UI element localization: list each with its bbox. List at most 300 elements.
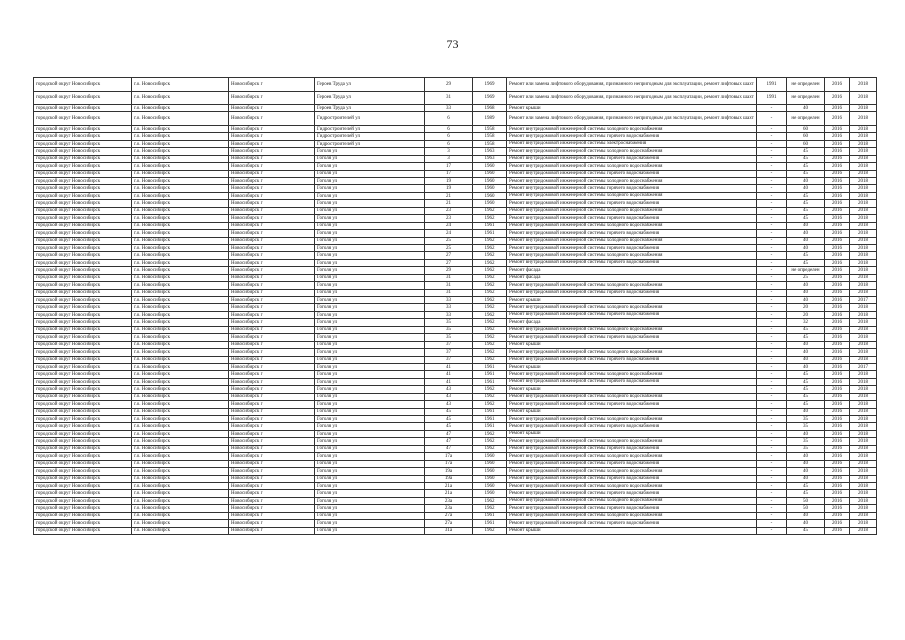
cell-settlement: г.о. Новосибирск [132, 378, 229, 385]
cell-street: Гоголя ул [315, 349, 425, 356]
cell-street: Гоголя ул [315, 282, 425, 289]
cell-locality: Новосибирск г [229, 527, 315, 534]
cell-settlement: г.о. Новосибирск [132, 230, 229, 237]
cell-settlement: г.о. Новосибирск [132, 215, 229, 222]
cell-start-year: 2016 [825, 215, 850, 222]
table-row [34, 482, 877, 489]
cell-settlement: г.о. Новосибирск [132, 505, 229, 512]
cell-cost: 45 [787, 527, 825, 534]
cell-house-number: 3 [425, 148, 473, 155]
cell-work-type: Ремонт внутридомовой инженерной системы горячего водоснабжения [507, 460, 757, 467]
cell-municipality: городской округ Новосибирск [34, 230, 132, 237]
cell-house-number: 25 [425, 244, 473, 251]
cell-lift-year: - [757, 423, 787, 430]
cell-street: Гоголя ул [315, 527, 425, 534]
cell-start-year: 2016 [825, 163, 850, 170]
cell-house-number: 27 [425, 252, 473, 259]
cell-start-year: 2016 [825, 438, 850, 445]
cell-start-year: 2016 [825, 326, 850, 333]
cell-street: Гоголя ул [315, 178, 425, 185]
cell-work-type: Ремонт внутридомовой инженерной системы горячего водоснабжения [507, 445, 757, 452]
cell-end-year: 2018 [850, 178, 877, 185]
table-row [34, 386, 877, 393]
table-row [34, 430, 877, 437]
cell-settlement: г.о. Новосибирск [132, 468, 229, 475]
cell-work-type: Ремонт внутридомовой инженерной системы горячего водоснабжения [507, 200, 757, 207]
cell-municipality: городской округ Новосибирск [34, 453, 132, 460]
cell-house-number: 45 [425, 416, 473, 423]
cell-settlement: г.о. Новосибирск [132, 163, 229, 170]
cell-municipality: городской округ Новосибирск [34, 192, 132, 199]
cell-cost: 40 [787, 356, 825, 363]
cell-work-type: Ремонт внутридомовой инженерной системы горячего водоснабжения [507, 215, 757, 222]
cell-locality: Новосибирск г [229, 170, 315, 177]
cell-municipality: городской округ Новосибирск [34, 311, 132, 318]
cell-street: Гидростроителей ул [315, 140, 425, 147]
table-row [34, 468, 877, 475]
cell-municipality: городской округ Новосибирск [34, 297, 132, 304]
cell-lift-year: - [757, 105, 787, 112]
cell-work-type: Ремонт внутридомовой инженерной системы горячего водоснабжения [507, 401, 757, 408]
cell-work-type: Ремонт фасада [507, 267, 757, 274]
cell-start-year: 2016 [825, 386, 850, 393]
table-row [34, 297, 877, 304]
cell-street: Гоголя ул [315, 512, 425, 519]
cell-locality: Новосибирск г [229, 311, 315, 318]
cell-settlement: г.о. Новосибирск [132, 520, 229, 527]
cell-end-year: 2018 [850, 438, 877, 445]
cell-build-year: 1960 [473, 185, 507, 192]
cell-house-number: 45 [425, 408, 473, 415]
cell-street: Гоголя ул [315, 341, 425, 348]
cell-municipality: городской округ Новосибирск [34, 259, 132, 266]
cell-settlement: г.о. Новосибирск [132, 222, 229, 229]
cell-locality: Новосибирск г [229, 371, 315, 378]
cell-start-year: 2016 [825, 349, 850, 356]
cell-lift-year: 1991 [757, 78, 787, 92]
table-row [34, 505, 877, 512]
cell-start-year: 2016 [825, 267, 850, 274]
cell-locality: Новосибирск г [229, 363, 315, 370]
table-row [34, 259, 877, 266]
cell-settlement: г.о. Новосибирск [132, 207, 229, 214]
cell-cost: 45 [787, 252, 825, 259]
cell-lift-year: - [757, 319, 787, 326]
cell-lift-year: - [757, 289, 787, 296]
cell-cost: 20 [787, 311, 825, 318]
cell-settlement: г.о. Новосибирск [132, 170, 229, 177]
cell-locality: Новосибирск г [229, 423, 315, 430]
cell-locality: Новосибирск г [229, 140, 315, 147]
cell-settlement: г.о. Новосибирск [132, 244, 229, 251]
cell-house-number: 25 [425, 237, 473, 244]
cell-locality: Новосибирск г [229, 386, 315, 393]
cell-end-year: 2017 [850, 297, 877, 304]
cell-end-year: 2018 [850, 289, 877, 296]
cell-locality: Новосибирск г [229, 78, 315, 92]
cell-settlement: г.о. Новосибирск [132, 349, 229, 356]
cell-end-year: 2018 [850, 125, 877, 132]
cell-cost: 40 [787, 282, 825, 289]
cell-work-type: Ремонт внутридомовой инженерной системы холодного водоснабжения [507, 222, 757, 229]
cell-settlement: г.о. Новосибирск [132, 311, 229, 318]
cell-house-number: 35 [425, 334, 473, 341]
table-row [34, 356, 877, 363]
cell-lift-year: - [757, 527, 787, 534]
cell-lift-year: - [757, 304, 787, 311]
cell-build-year: 1969 [473, 78, 507, 92]
cell-street: Гоголя ул [315, 363, 425, 370]
cell-lift-year: - [757, 482, 787, 489]
cell-start-year: 2016 [825, 505, 850, 512]
cell-build-year: 1962 [473, 386, 507, 393]
cell-end-year: 2018 [850, 475, 877, 482]
cell-cost: 45 [787, 155, 825, 162]
cell-house-number: 21 [425, 192, 473, 199]
cell-locality: Новосибирск г [229, 482, 315, 489]
cell-cost: 40 [787, 178, 825, 185]
cell-street: Гидростроителей ул [315, 125, 425, 132]
cell-street: Гоголя ул [315, 497, 425, 504]
cell-municipality: городской округ Новосибирск [34, 133, 132, 140]
cell-end-year: 2018 [850, 274, 877, 281]
cell-street: Гоголя ул [315, 482, 425, 489]
cell-build-year: 1962 [473, 349, 507, 356]
cell-build-year: 1961 [473, 230, 507, 237]
cell-house-number: 45 [425, 423, 473, 430]
cell-settlement: г.о. Новосибирск [132, 363, 229, 370]
cell-lift-year: - [757, 244, 787, 251]
cell-end-year: 2018 [850, 163, 877, 170]
cell-start-year: 2016 [825, 319, 850, 326]
cell-work-type: Ремонт крыши [507, 297, 757, 304]
table-row [34, 401, 877, 408]
cell-cost: 35 [787, 445, 825, 452]
cell-house-number: 29 [425, 78, 473, 92]
cell-street: Гоголя ул [315, 460, 425, 467]
cell-locality: Новосибирск г [229, 274, 315, 281]
cell-street: Гоголя ул [315, 148, 425, 155]
cell-cost: 45 [787, 215, 825, 222]
cell-work-type: Ремонт внутридомовой инженерной системы холодного водоснабжения [507, 393, 757, 400]
cell-street: Гоголя ул [315, 200, 425, 207]
cell-build-year: 1960 [473, 178, 507, 185]
cell-cost: 40 [787, 468, 825, 475]
cell-street: Гоголя ул [315, 423, 425, 430]
cell-street: Гоголя ул [315, 155, 425, 162]
cell-end-year: 2018 [850, 230, 877, 237]
cell-end-year: 2018 [850, 311, 877, 318]
cell-start-year: 2016 [825, 91, 850, 105]
cell-lift-year: - [757, 468, 787, 475]
cell-build-year: 1961 [473, 520, 507, 527]
cell-settlement: г.о. Новосибирск [132, 105, 229, 112]
cell-work-type: Ремонт внутридомовой инженерной системы горячего водоснабжения [507, 423, 757, 430]
cell-house-number: 37 [425, 356, 473, 363]
cell-house-number: 47 [425, 430, 473, 437]
cell-municipality: городской округ Новосибирск [34, 393, 132, 400]
cell-cost: 45 [787, 401, 825, 408]
cell-locality: Новосибирск г [229, 155, 315, 162]
cell-work-type: Ремонт внутридомовой инженерной системы холодного водоснабжения [507, 326, 757, 333]
cell-cost: 40 [787, 430, 825, 437]
cell-cost: 40 [787, 237, 825, 244]
cell-work-type: Ремонт внутридомовой инженерной системы горячего водоснабжения [507, 356, 757, 363]
cell-build-year: 1962 [473, 259, 507, 266]
cell-municipality: городской округ Новосибирск [34, 163, 132, 170]
cell-work-type: Ремонт или замена лифтового оборудования, признанного непригодным для эксплуатации, ремонт лифтовых шахт [507, 91, 757, 105]
cell-settlement: г.о. Новосибирск [132, 386, 229, 393]
cell-locality: Новосибирск г [229, 490, 315, 497]
cell-municipality: городской округ Новосибирск [34, 91, 132, 105]
cell-end-year: 2018 [850, 349, 877, 356]
cell-municipality: городской округ Новосибирск [34, 356, 132, 363]
cell-lift-year: - [757, 512, 787, 519]
cell-start-year: 2016 [825, 482, 850, 489]
table-row [34, 105, 877, 112]
table-row [34, 289, 877, 296]
cell-house-number: 41 [425, 371, 473, 378]
cell-municipality: городской округ Новосибирск [34, 401, 132, 408]
cell-locality: Новосибирск г [229, 91, 315, 105]
cell-start-year: 2016 [825, 237, 850, 244]
cell-end-year: 2018 [850, 453, 877, 460]
cell-lift-year: - [757, 363, 787, 370]
cell-cost: 40 [787, 475, 825, 482]
cell-end-year: 2018 [850, 341, 877, 348]
cell-locality: Новосибирск г [229, 319, 315, 326]
cell-work-type: Ремонт внутридомовой инженерной системы холодного водоснабжения [507, 349, 757, 356]
cell-cost: 45 [787, 371, 825, 378]
cell-start-year: 2016 [825, 527, 850, 534]
cell-work-type: Ремонт внутридомовой инженерной системы горячего водоснабжения [507, 475, 757, 482]
cell-cost: 40 [787, 341, 825, 348]
cell-cost: 40 [787, 289, 825, 296]
cell-street: Гоголя ул [315, 356, 425, 363]
cell-cost: 50 [787, 497, 825, 504]
cell-locality: Новосибирск г [229, 133, 315, 140]
cell-cost: 45 [787, 482, 825, 489]
cell-lift-year: - [757, 497, 787, 504]
cell-end-year: 2018 [850, 282, 877, 289]
cell-work-type: Ремонт или замена лифтового оборудования, признанного непригодным для эксплуатации, ремонт лифтовых шахт [507, 78, 757, 92]
table-row [34, 230, 877, 237]
cell-municipality: городской округ Новосибирск [34, 416, 132, 423]
cell-street: Гоголя ул [315, 430, 425, 437]
cell-build-year: 1960 [473, 460, 507, 467]
cell-house-number: 17а [425, 453, 473, 460]
cell-work-type: Ремонт крыши [507, 341, 757, 348]
cell-build-year: 1960 [473, 482, 507, 489]
table-row [34, 520, 877, 527]
cell-house-number: 6 [425, 112, 473, 126]
cell-municipality: городской округ Новосибирск [34, 155, 132, 162]
cell-locality: Новосибирск г [229, 185, 315, 192]
cell-settlement: г.о. Новосибирск [132, 490, 229, 497]
cell-lift-year: 1991 [757, 91, 787, 105]
cell-end-year: 2018 [850, 408, 877, 415]
table-row [34, 237, 877, 244]
cell-start-year: 2016 [825, 244, 850, 251]
cell-house-number: 31 [425, 289, 473, 296]
cell-build-year: 1961 [473, 423, 507, 430]
cell-settlement: г.о. Новосибирск [132, 78, 229, 92]
cell-settlement: г.о. Новосибирск [132, 192, 229, 199]
cell-work-type: Ремонт внутридомовой инженерной системы холодного водоснабжения [507, 178, 757, 185]
cell-end-year: 2018 [850, 490, 877, 497]
table-row [34, 326, 877, 333]
cell-street: Героев Труда ул [315, 91, 425, 105]
cell-municipality: городской округ Новосибирск [34, 468, 132, 475]
cell-cost: 40 [787, 520, 825, 527]
cell-settlement: г.о. Новосибирск [132, 527, 229, 534]
cell-lift-year: - [757, 237, 787, 244]
cell-end-year: 2018 [850, 155, 877, 162]
cell-house-number: 6 [425, 133, 473, 140]
cell-start-year: 2016 [825, 170, 850, 177]
cell-street: Гоголя ул [315, 192, 425, 199]
cell-lift-year: - [757, 460, 787, 467]
cell-start-year: 2016 [825, 112, 850, 126]
cell-work-type: Ремонт внутридомовой инженерной системы холодного водоснабжения [507, 416, 757, 423]
cell-house-number: 19 [425, 185, 473, 192]
table-row [34, 112, 877, 126]
table-row [34, 363, 877, 370]
cell-municipality: городской округ Новосибирск [34, 423, 132, 430]
cell-cost: 35 [787, 423, 825, 430]
table-row [34, 244, 877, 251]
cell-build-year: 1960 [473, 453, 507, 460]
cell-municipality: городской округ Новосибирск [34, 274, 132, 281]
table-row [34, 133, 877, 140]
cell-start-year: 2016 [825, 200, 850, 207]
cell-start-year: 2016 [825, 475, 850, 482]
cell-lift-year: - [757, 408, 787, 415]
cell-start-year: 2016 [825, 192, 850, 199]
cell-street: Гоголя ул [315, 230, 425, 237]
cell-lift-year: - [757, 341, 787, 348]
cell-municipality: городской округ Новосибирск [34, 222, 132, 229]
cell-end-year: 2018 [850, 207, 877, 214]
cell-cost: 25 [787, 274, 825, 281]
cell-end-year: 2018 [850, 304, 877, 311]
cell-build-year: 1962 [473, 311, 507, 318]
table-row [34, 170, 877, 177]
cell-lift-year: - [757, 282, 787, 289]
cell-work-type: Ремонт или замена лифтового оборудования, признанного непригодным для эксплуатации, ремонт лифтовых шахт [507, 112, 757, 126]
cell-end-year: 2018 [850, 445, 877, 452]
cell-lift-year: - [757, 416, 787, 423]
cell-build-year: 1962 [473, 289, 507, 296]
cell-lift-year: - [757, 297, 787, 304]
cell-municipality: городской округ Новосибирск [34, 408, 132, 415]
cell-build-year: 1961 [473, 222, 507, 229]
cell-build-year: 1962 [473, 445, 507, 452]
cell-settlement: г.о. Новосибирск [132, 497, 229, 504]
cell-locality: Новосибирск г [229, 297, 315, 304]
cell-settlement: г.о. Новосибирск [132, 334, 229, 341]
cell-street: Гоголя ул [315, 274, 425, 281]
cell-house-number: 33 [425, 297, 473, 304]
cell-lift-year: - [757, 140, 787, 147]
cell-lift-year: - [757, 326, 787, 333]
cell-cost: 40 [787, 512, 825, 519]
cell-house-number: 37 [425, 341, 473, 348]
cell-end-year: 2018 [850, 460, 877, 467]
cell-house-number: 33 [425, 311, 473, 318]
cell-lift-year: - [757, 155, 787, 162]
cell-start-year: 2016 [825, 311, 850, 318]
cell-settlement: г.о. Новосибирск [132, 356, 229, 363]
cell-locality: Новосибирск г [229, 468, 315, 475]
cell-locality: Новосибирск г [229, 207, 315, 214]
cell-settlement: г.о. Новосибирск [132, 304, 229, 311]
cell-start-year: 2016 [825, 393, 850, 400]
cell-lift-year: - [757, 207, 787, 214]
cell-end-year: 2018 [850, 222, 877, 229]
cell-lift-year: - [757, 311, 787, 318]
cell-street: Гоголя ул [315, 438, 425, 445]
cell-work-type: Ремонт внутридомовой инженерной системы холодного водоснабжения [507, 282, 757, 289]
cell-house-number: 35 [425, 319, 473, 326]
cell-work-type: Ремонт крыши [507, 105, 757, 112]
cell-cost: 60 [787, 125, 825, 132]
cell-end-year: 2018 [850, 170, 877, 177]
cell-locality: Новосибирск г [229, 341, 315, 348]
cell-cost: 45 [787, 393, 825, 400]
cell-end-year: 2018 [850, 215, 877, 222]
cell-cost: 45 [787, 259, 825, 266]
cell-end-year: 2018 [850, 237, 877, 244]
table-row [34, 91, 877, 105]
cell-build-year: 1960 [473, 170, 507, 177]
cell-street: Гоголя ул [315, 244, 425, 251]
cell-municipality: городской округ Новосибирск [34, 319, 132, 326]
cell-lift-year: - [757, 259, 787, 266]
cell-start-year: 2016 [825, 334, 850, 341]
cell-street: Гоголя ул [315, 505, 425, 512]
cell-locality: Новосибирск г [229, 200, 315, 207]
cell-municipality: городской округ Новосибирск [34, 125, 132, 132]
cell-lift-year: - [757, 185, 787, 192]
cell-cost: 60 [787, 133, 825, 140]
cell-municipality: городской округ Новосибирск [34, 430, 132, 437]
cell-house-number: 19а [425, 475, 473, 482]
cell-build-year: 1962 [473, 401, 507, 408]
cell-start-year: 2016 [825, 423, 850, 430]
table-row [34, 178, 877, 185]
cell-end-year: 2018 [850, 326, 877, 333]
cell-cost: 40 [787, 453, 825, 460]
cell-municipality: городской округ Новосибирск [34, 185, 132, 192]
cell-house-number: 19 [425, 178, 473, 185]
cell-street: Гоголя ул [315, 416, 425, 423]
cell-locality: Новосибирск г [229, 349, 315, 356]
cell-municipality: городской округ Новосибирск [34, 445, 132, 452]
cell-end-year: 2018 [850, 356, 877, 363]
cell-end-year: 2018 [850, 378, 877, 385]
table-row [34, 304, 877, 311]
cell-build-year: 1961 [473, 363, 507, 370]
table-row [34, 445, 877, 452]
cell-end-year: 2018 [850, 430, 877, 437]
cell-end-year: 2018 [850, 91, 877, 105]
cell-street: Гоголя ул [315, 259, 425, 266]
cell-locality: Новосибирск г [229, 326, 315, 333]
cell-cost: 40 [787, 105, 825, 112]
cell-house-number: 23 [425, 215, 473, 222]
cell-house-number: 35 [425, 326, 473, 333]
